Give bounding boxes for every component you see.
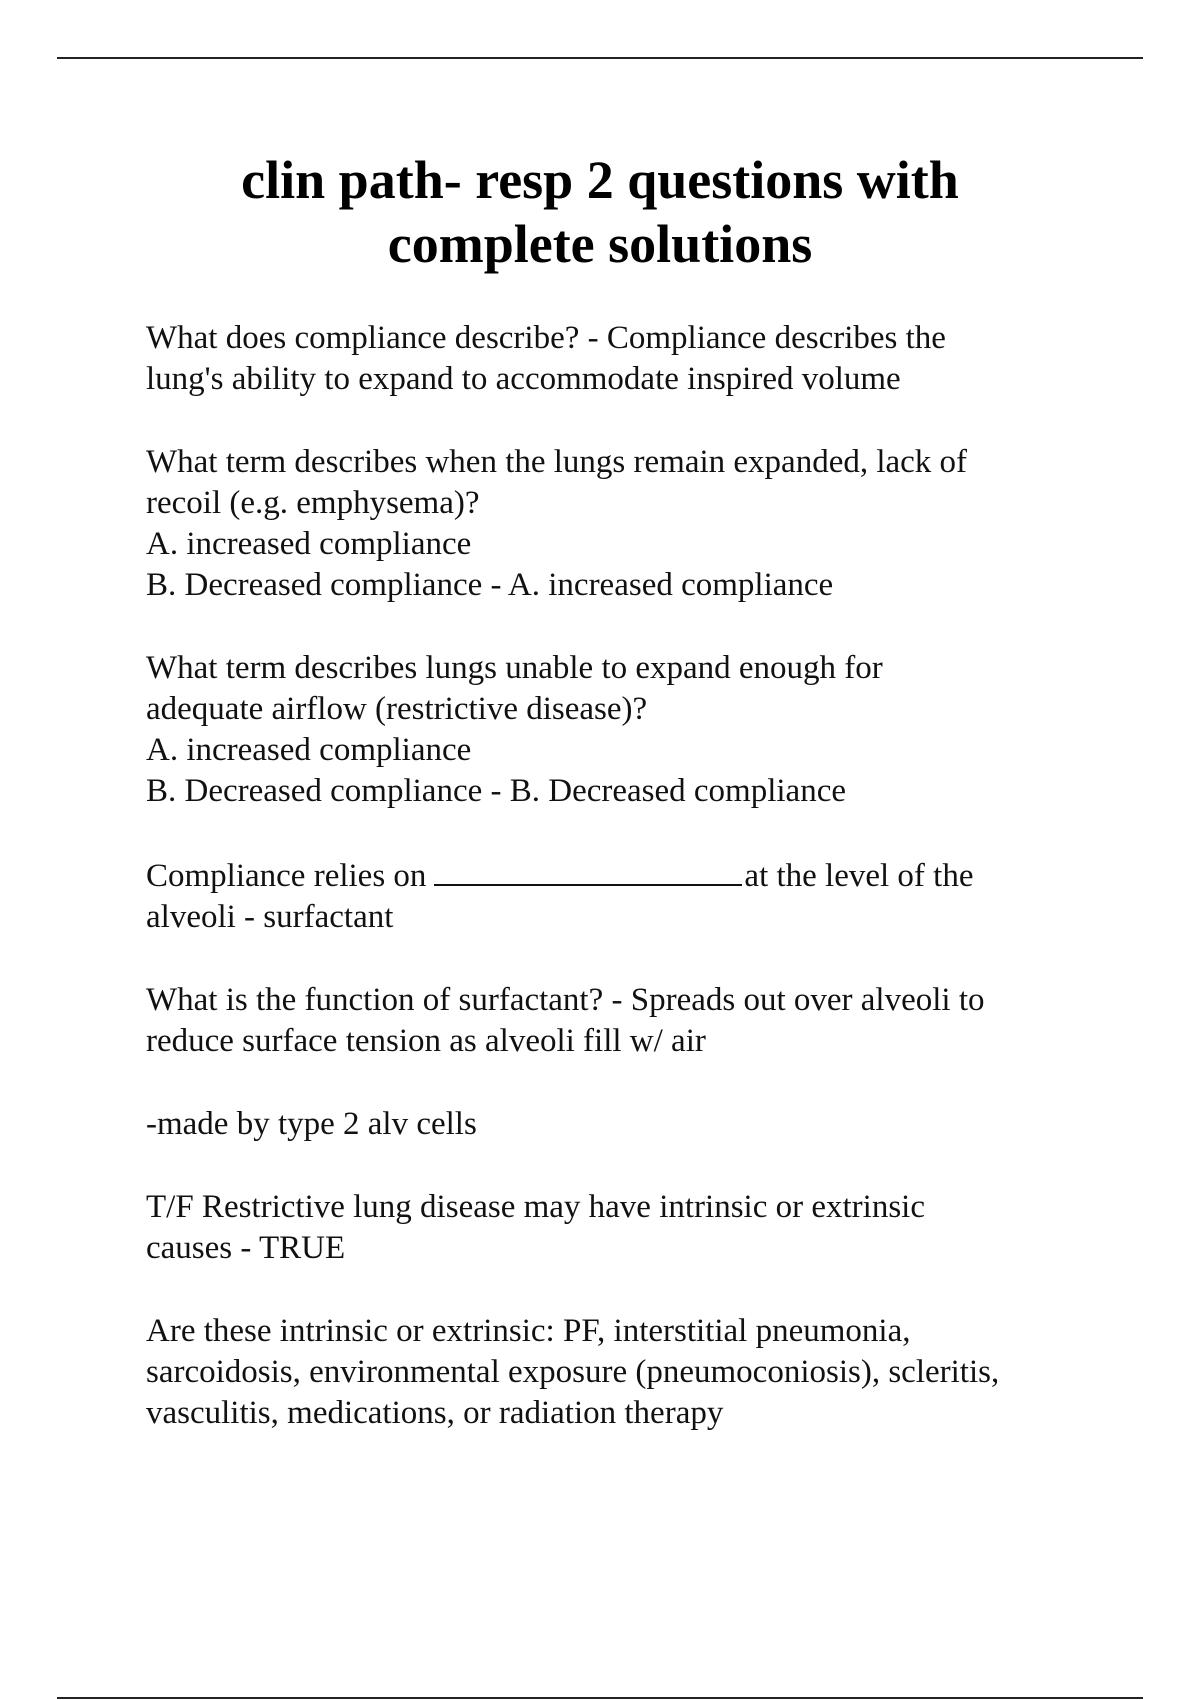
text-line: What term describes lungs unable to expand enough for (146, 650, 883, 686)
qa-item-increased-compliance (146, 442, 1146, 606)
text-line: reduce surface tension as alveoli fill w/ air (146, 1023, 706, 1059)
text-line: lung's ability to expand to accommodate inspired volume (146, 361, 901, 397)
qa-item-surfactant-blank (146, 854, 1146, 938)
title-line-1: clin path- resp 2 questions with (241, 150, 959, 210)
text-line: A. increased compliance (146, 526, 472, 562)
qa-item-restrictive-causes (146, 1187, 1146, 1269)
top-rule (57, 57, 1143, 59)
blank-prefix-text: Compliance relies on (146, 858, 427, 894)
text-line: sarcoidosis, environmental exposure (pneumoconiosis), scleritis, (146, 1354, 1000, 1390)
answer-blank (434, 854, 742, 886)
text-line: What does compliance describe? - Compliance describes the (146, 320, 946, 356)
blank-suffix-text: at the level of the (744, 858, 974, 894)
qa-list (146, 318, 1146, 1476)
title-line-2: complete solutions (387, 214, 813, 274)
bottom-rule (57, 1697, 1143, 1699)
text-line: What term describes when the lungs remain expanded, lack of (146, 444, 968, 480)
qa-item-surfactant-note (146, 1104, 1146, 1145)
text-line: vasculitis, medications, or radiation therapy (146, 1395, 724, 1431)
qa-item-decreased-compliance (146, 648, 1146, 812)
text-line: A. increased compliance (146, 732, 472, 768)
text-line: causes - TRUE (146, 1230, 346, 1266)
text-line: alveoli - surfactant (146, 899, 394, 935)
text-line: B. Decreased compliance - B. Decreased compliance (146, 773, 846, 809)
text-line: recoil (e.g. emphysema)? (146, 485, 480, 521)
fill-in-blank-line (146, 854, 1146, 897)
qa-item-intrinsic-extrinsic (146, 1311, 1146, 1434)
text-line: adequate airflow (restrictive disease)? (146, 691, 648, 727)
text-line: Are these intrinsic or extrinsic: PF, interstitial pneumonia, (146, 1313, 911, 1349)
qa-item-surfactant-function (146, 980, 1146, 1062)
text-line: -made by type 2 alv cells (146, 1106, 477, 1142)
text-line: T/F Restrictive lung disease may have intrinsic or extrinsic (146, 1189, 925, 1225)
text-line: What is the function of surfactant? - Spreads out over alveoli to (146, 982, 985, 1018)
document-title (100, 148, 1100, 276)
qa-item-compliance-definition (146, 318, 1146, 400)
text-line: B. Decreased compliance - A. increased compliance (146, 567, 834, 603)
